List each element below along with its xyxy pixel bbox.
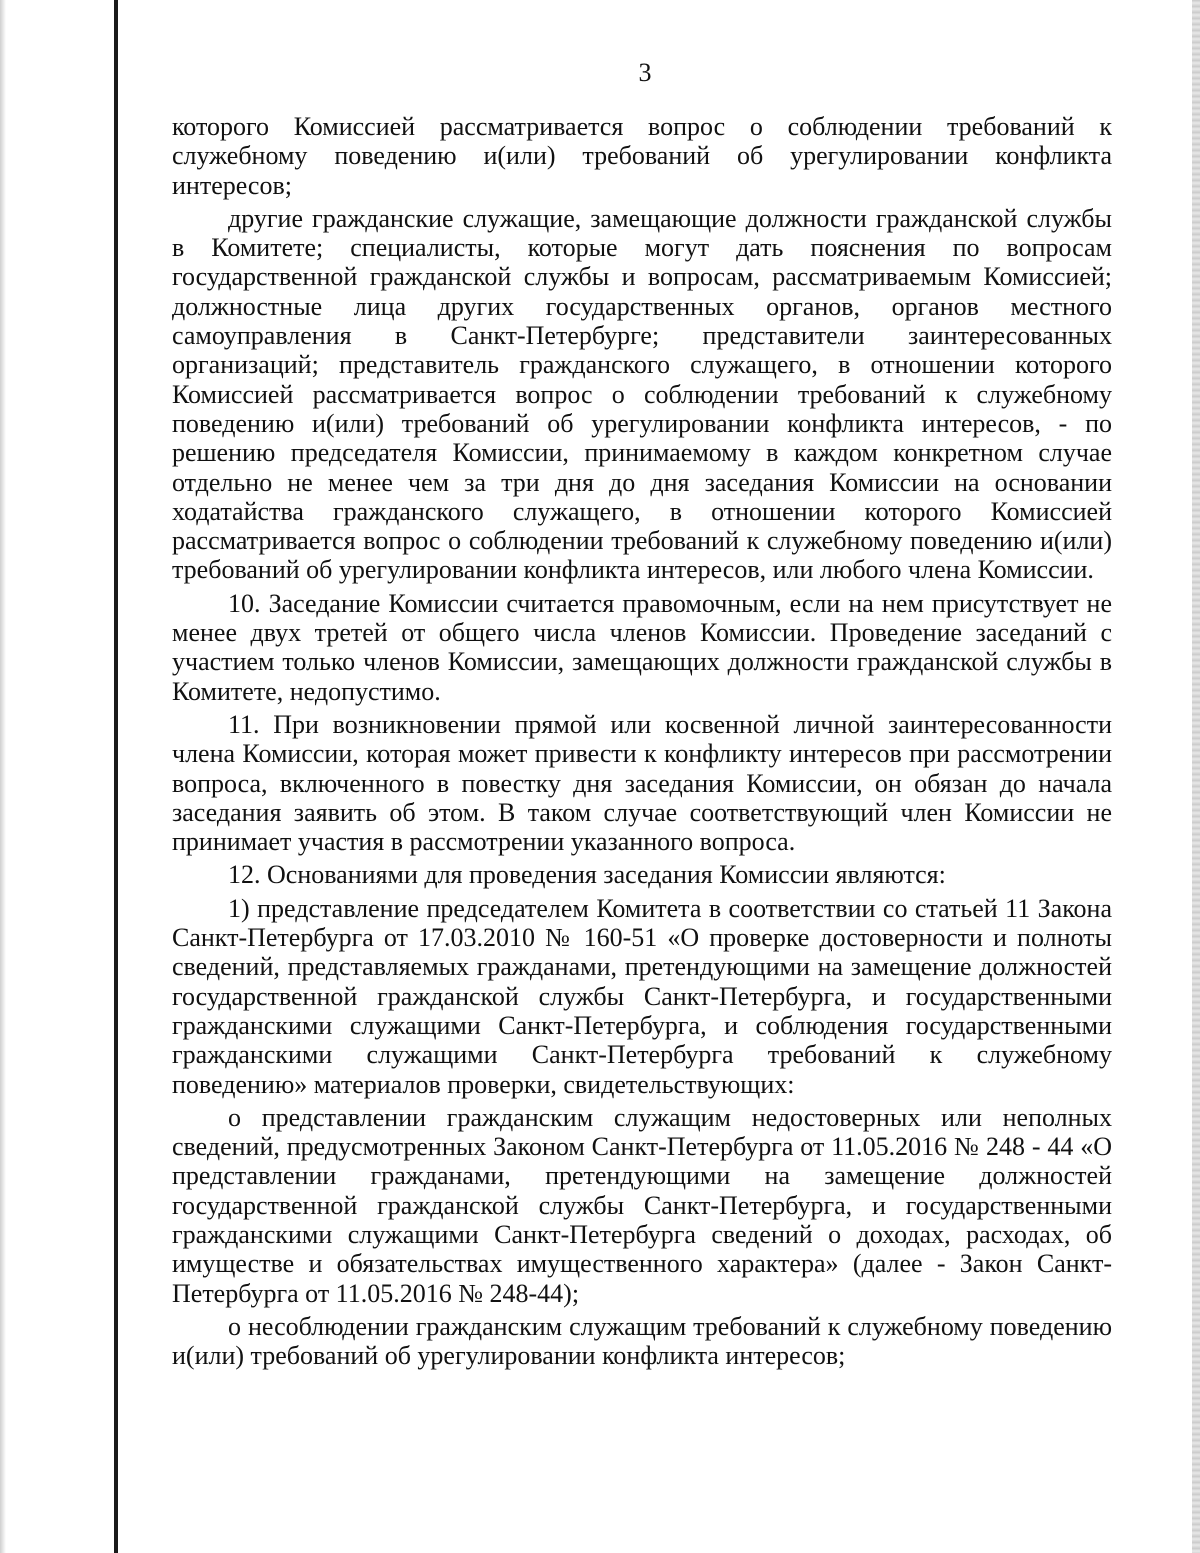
paragraph-continuation: которого Комиссией рассматривается вопрос о соблюдении требований к служебному поведению и(или) требований об урегулировании конфликта интересов; (172, 112, 1112, 200)
paragraph-subitem-1: 1) представление председателем Комитета в соответствии со статьей 11 Закона Санкт-Петербурга от 17.03.2010 № 160-51 «О проверке достоверности и полноты сведений, представляемых гражданами, претендующими на замещение должностей государственной гражданской службы Санкт-Петербурга, и государственными гражданскими служащими Санкт-Петербурга, и соблюдения государственными гражданскими служащими Санкт-Петербурга требований к служебному поведению» материалов проверки, свидетельствующих: (172, 893, 1112, 1099)
scan-edge-right (1192, 0, 1200, 1553)
paragraph-false-info: о представлении гражданским служащим недостоверных или неполных сведений, предусмотренных Законом Санкт-Петербурга от 11.05.2016 № 248 - 44 «О представлении гражданами, претендующими на замещение должностей государственной гражданской службы Санкт-Петербурга, и государственными гражданскими служащими Санкт-Петербурга сведений о доходах, расходах, об имуществе и обязательствах имущественного характера» (далее - Закон Санкт-Петербурга от 11.05.2016 № 248-44); (172, 1102, 1112, 1308)
document-body (172, 112, 1112, 1374)
paragraph-item-10: 10. Заседание Комиссии считается правомочным, если на нем присутствует не менее двух третей от общего числа членов Комиссии. Проведение заседаний с участием только членов Комиссии, замещающих должности гражданской службы в Комитете, недопустимо. (172, 588, 1112, 706)
paragraph-item-12: 12. Основаниями для проведения заседания Комиссии являются: (228, 860, 946, 890)
page-number: 3 (638, 58, 652, 87)
paragraph-noncompliance: о несоблюдении гражданским служащим требований к служебному поведению и(или) требований об урегулировании конфликта интересов; (172, 1311, 1112, 1371)
paragraph-item-11: 11. При возникновении прямой или косвенной личной заинтересованности члена Комиссии, которая может привести к конфликту интересов при рассмотрении вопроса, включенного в повестку дня заседания Комиссии, он обязан до начала заседания заявить об этом. В таком случае соответствующий член Комиссии не принимает участия в рассмотрении указанного вопроса. (172, 709, 1112, 857)
binding-margin-line (114, 0, 118, 1553)
scan-edge-left (0, 0, 6, 1553)
paragraph-other-participants: другие гражданские служащие, замещающие должности гражданской службы в Комитете; специалисты, которые могут дать пояснения по вопросам государственной гражданской службы и вопросам, рассматриваемым Комиссией; должностные лица других государственных органов, органов местного самоуправления в Санкт-Петербурге; представители заинтересованных организаций; представитель гражданского служащего, в отношении которого Комиссией рассматривается вопрос о соблюдении требований к служебному поведению и(или) требований об урегулировании конфликта интересов, - по решению председателя Комиссии, принимаемому в каждом конкретном случае отдельно не менее чем за три дня до дня заседания Комиссии на основании ходатайства гражданского служащего, в отношении которого Комиссией рассматривается вопрос о соблюдении требований к служебному поведению и(или) требований об урегулировании конфликта интересов, или любого члена Комиссии. (172, 203, 1112, 585)
